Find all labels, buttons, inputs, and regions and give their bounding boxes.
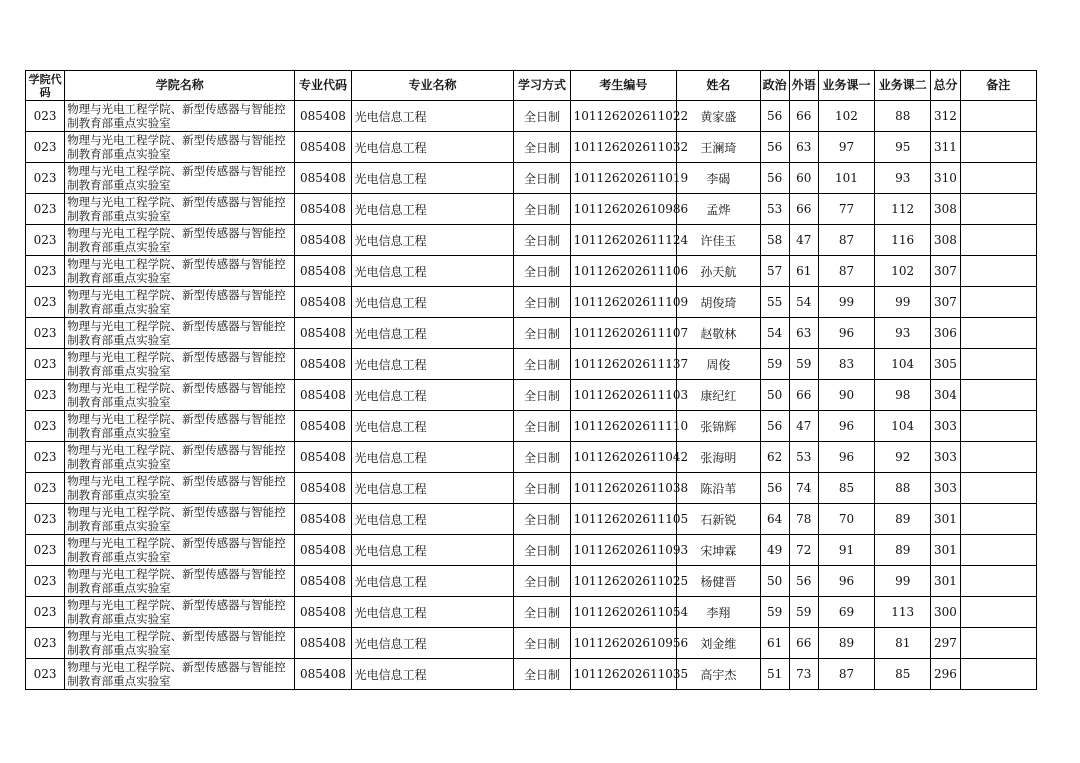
cell-study-mode: 全日制	[514, 411, 570, 442]
cell-exam-id: 101126202611124	[570, 225, 677, 256]
cell-exam-id: 101126202610986	[570, 194, 677, 225]
cell-course-one: 87	[818, 256, 874, 287]
cell-course-two: 99	[875, 287, 931, 318]
cell-course-two: 85	[875, 659, 931, 690]
cell-remarks	[960, 256, 1036, 287]
cell-remarks	[960, 473, 1036, 504]
cell-exam-id: 101126202611025	[570, 566, 677, 597]
cell-college-name: 物理与光电工程学院、新型传感器与智能控制教育部重点实验室	[65, 132, 295, 163]
cell-study-mode: 全日制	[514, 442, 570, 473]
cell-politics: 59	[760, 349, 789, 380]
cell-course-two: 102	[875, 256, 931, 287]
table-row	[26, 628, 1037, 659]
cell-foreign-language: 47	[789, 225, 818, 256]
cell-course-one: 70	[818, 504, 874, 535]
cell-course-two: 95	[875, 132, 931, 163]
cell-total: 310	[931, 163, 960, 194]
cell-exam-id: 101126202611107	[570, 318, 677, 349]
cell-exam-id: 101126202611137	[570, 349, 677, 380]
cell-major-name: 光电信息工程	[351, 535, 514, 566]
cell-politics: 62	[760, 442, 789, 473]
cell-foreign-language: 54	[789, 287, 818, 318]
table-body	[26, 101, 1037, 690]
cell-study-mode: 全日制	[514, 504, 570, 535]
cell-total: 303	[931, 411, 960, 442]
cell-total: 304	[931, 380, 960, 411]
cell-politics: 56	[760, 473, 789, 504]
cell-exam-id: 101126202611109	[570, 287, 677, 318]
cell-major-name: 光电信息工程	[351, 442, 514, 473]
cell-exam-id: 101126202611022	[570, 101, 677, 132]
cell-course-two: 88	[875, 101, 931, 132]
cell-remarks	[960, 535, 1036, 566]
cell-college-name: 物理与光电工程学院、新型传感器与智能控制教育部重点实验室	[65, 659, 295, 690]
cell-course-two: 113	[875, 597, 931, 628]
cell-course-one: 77	[818, 194, 874, 225]
cell-college-code: 023	[26, 194, 65, 225]
header-remarks: 备注	[960, 71, 1036, 101]
cell-college-name: 物理与光电工程学院、新型传感器与智能控制教育部重点实验室	[65, 101, 295, 132]
cell-name: 宋坤霖	[677, 535, 760, 566]
cell-politics: 50	[760, 566, 789, 597]
cell-college-name: 物理与光电工程学院、新型传感器与智能控制教育部重点实验室	[65, 194, 295, 225]
cell-foreign-language: 59	[789, 349, 818, 380]
header-major-code: 专业代码	[295, 71, 351, 101]
cell-total: 296	[931, 659, 960, 690]
cell-college-name: 物理与光电工程学院、新型传感器与智能控制教育部重点实验室	[65, 287, 295, 318]
cell-remarks	[960, 566, 1036, 597]
cell-exam-id: 101126202610956	[570, 628, 677, 659]
table-row	[26, 659, 1037, 690]
cell-name: 李碣	[677, 163, 760, 194]
cell-foreign-language: 74	[789, 473, 818, 504]
cell-major-code: 085408	[295, 535, 351, 566]
cell-college-name: 物理与光电工程学院、新型传感器与智能控制教育部重点实验室	[65, 504, 295, 535]
cell-major-name: 光电信息工程	[351, 380, 514, 411]
cell-politics: 50	[760, 380, 789, 411]
score-sheet	[25, 70, 1037, 690]
cell-study-mode: 全日制	[514, 597, 570, 628]
header-major-name: 专业名称	[351, 71, 514, 101]
cell-college-code: 023	[26, 411, 65, 442]
cell-remarks	[960, 101, 1036, 132]
cell-college-code: 023	[26, 566, 65, 597]
cell-college-name: 物理与光电工程学院、新型传感器与智能控制教育部重点实验室	[65, 566, 295, 597]
header-course-one: 业务课一	[818, 71, 874, 101]
cell-college-code: 023	[26, 349, 65, 380]
cell-name: 石新锐	[677, 504, 760, 535]
cell-politics: 59	[760, 597, 789, 628]
cell-remarks	[960, 628, 1036, 659]
cell-name: 孟烨	[677, 194, 760, 225]
cell-foreign-language: 53	[789, 442, 818, 473]
cell-major-code: 085408	[295, 628, 351, 659]
cell-college-code: 023	[26, 659, 65, 690]
cell-major-code: 085408	[295, 659, 351, 690]
cell-college-name: 物理与光电工程学院、新型传感器与智能控制教育部重点实验室	[65, 535, 295, 566]
cell-name: 康纪红	[677, 380, 760, 411]
cell-course-two: 81	[875, 628, 931, 659]
cell-major-code: 085408	[295, 132, 351, 163]
cell-exam-id: 101126202611042	[570, 442, 677, 473]
table-header	[26, 71, 1037, 101]
cell-college-code: 023	[26, 287, 65, 318]
cell-exam-id: 101126202611054	[570, 597, 677, 628]
cell-major-name: 光电信息工程	[351, 597, 514, 628]
cell-course-two: 89	[875, 535, 931, 566]
table-row	[26, 442, 1037, 473]
table-row	[26, 597, 1037, 628]
cell-major-name: 光电信息工程	[351, 101, 514, 132]
cell-remarks	[960, 442, 1036, 473]
table-row	[26, 225, 1037, 256]
cell-course-one: 91	[818, 535, 874, 566]
cell-college-name: 物理与光电工程学院、新型传感器与智能控制教育部重点实验室	[65, 380, 295, 411]
cell-politics: 64	[760, 504, 789, 535]
cell-major-code: 085408	[295, 194, 351, 225]
header-politics: 政治	[760, 71, 789, 101]
cell-total: 301	[931, 504, 960, 535]
cell-course-one: 83	[818, 349, 874, 380]
cell-foreign-language: 66	[789, 101, 818, 132]
cell-college-code: 023	[26, 101, 65, 132]
cell-politics: 56	[760, 163, 789, 194]
cell-politics: 56	[760, 101, 789, 132]
cell-major-code: 085408	[295, 256, 351, 287]
cell-major-code: 085408	[295, 411, 351, 442]
cell-politics: 53	[760, 194, 789, 225]
cell-major-name: 光电信息工程	[351, 163, 514, 194]
header-name: 姓名	[677, 71, 760, 101]
header-foreign-language: 外语	[789, 71, 818, 101]
cell-major-code: 085408	[295, 442, 351, 473]
cell-course-one: 85	[818, 473, 874, 504]
cell-foreign-language: 73	[789, 659, 818, 690]
table-row	[26, 535, 1037, 566]
cell-course-two: 93	[875, 318, 931, 349]
cell-foreign-language: 63	[789, 132, 818, 163]
cell-exam-id: 101126202611110	[570, 411, 677, 442]
cell-major-code: 085408	[295, 287, 351, 318]
cell-college-name: 物理与光电工程学院、新型传感器与智能控制教育部重点实验室	[65, 349, 295, 380]
cell-college-name: 物理与光电工程学院、新型传感器与智能控制教育部重点实验室	[65, 256, 295, 287]
cell-college-code: 023	[26, 597, 65, 628]
cell-major-code: 085408	[295, 163, 351, 194]
cell-college-code: 023	[26, 628, 65, 659]
cell-total: 307	[931, 287, 960, 318]
cell-study-mode: 全日制	[514, 380, 570, 411]
cell-total: 301	[931, 566, 960, 597]
cell-exam-id: 101126202611035	[570, 659, 677, 690]
cell-total: 307	[931, 256, 960, 287]
cell-major-code: 085408	[295, 225, 351, 256]
cell-exam-id: 101126202611106	[570, 256, 677, 287]
cell-study-mode: 全日制	[514, 349, 570, 380]
cell-major-name: 光电信息工程	[351, 318, 514, 349]
cell-name: 高宇杰	[677, 659, 760, 690]
cell-course-two: 99	[875, 566, 931, 597]
cell-course-two: 88	[875, 473, 931, 504]
cell-college-name: 物理与光电工程学院、新型传感器与智能控制教育部重点实验室	[65, 411, 295, 442]
cell-study-mode: 全日制	[514, 535, 570, 566]
cell-foreign-language: 60	[789, 163, 818, 194]
cell-course-two: 104	[875, 349, 931, 380]
cell-total: 303	[931, 442, 960, 473]
cell-name: 许佳玉	[677, 225, 760, 256]
cell-major-name: 光电信息工程	[351, 473, 514, 504]
cell-name: 张锦辉	[677, 411, 760, 442]
cell-major-code: 085408	[295, 566, 351, 597]
cell-study-mode: 全日制	[514, 225, 570, 256]
cell-politics: 55	[760, 287, 789, 318]
table-row	[26, 287, 1037, 318]
admission-score-table	[25, 70, 1037, 690]
cell-remarks	[960, 597, 1036, 628]
table-row	[26, 349, 1037, 380]
cell-study-mode: 全日制	[514, 256, 570, 287]
cell-exam-id: 101126202611019	[570, 163, 677, 194]
cell-total: 308	[931, 225, 960, 256]
cell-course-one: 87	[818, 225, 874, 256]
cell-politics: 56	[760, 411, 789, 442]
cell-course-one: 96	[818, 411, 874, 442]
table-row	[26, 163, 1037, 194]
cell-politics: 54	[760, 318, 789, 349]
cell-exam-id: 101126202611093	[570, 535, 677, 566]
cell-name: 陈沿苇	[677, 473, 760, 504]
cell-major-code: 085408	[295, 318, 351, 349]
cell-politics: 51	[760, 659, 789, 690]
cell-major-name: 光电信息工程	[351, 628, 514, 659]
cell-exam-id: 101126202611032	[570, 132, 677, 163]
cell-exam-id: 101126202611105	[570, 504, 677, 535]
cell-college-name: 物理与光电工程学院、新型传感器与智能控制教育部重点实验室	[65, 318, 295, 349]
cell-study-mode: 全日制	[514, 163, 570, 194]
cell-college-name: 物理与光电工程学院、新型传感器与智能控制教育部重点实验室	[65, 597, 295, 628]
cell-study-mode: 全日制	[514, 566, 570, 597]
cell-college-code: 023	[26, 380, 65, 411]
cell-course-two: 89	[875, 504, 931, 535]
cell-course-one: 99	[818, 287, 874, 318]
cell-course-one: 69	[818, 597, 874, 628]
cell-major-code: 085408	[295, 349, 351, 380]
cell-study-mode: 全日制	[514, 318, 570, 349]
cell-course-two: 112	[875, 194, 931, 225]
cell-remarks	[960, 411, 1036, 442]
table-row	[26, 256, 1037, 287]
cell-major-name: 光电信息工程	[351, 659, 514, 690]
table-row	[26, 473, 1037, 504]
cell-foreign-language: 66	[789, 380, 818, 411]
cell-total: 300	[931, 597, 960, 628]
cell-course-one: 101	[818, 163, 874, 194]
cell-remarks	[960, 318, 1036, 349]
cell-study-mode: 全日制	[514, 101, 570, 132]
cell-foreign-language: 66	[789, 628, 818, 659]
cell-name: 李翔	[677, 597, 760, 628]
cell-course-one: 90	[818, 380, 874, 411]
cell-major-name: 光电信息工程	[351, 194, 514, 225]
cell-college-code: 023	[26, 535, 65, 566]
cell-course-one: 96	[818, 442, 874, 473]
cell-remarks	[960, 659, 1036, 690]
cell-major-code: 085408	[295, 597, 351, 628]
cell-major-name: 光电信息工程	[351, 411, 514, 442]
header-course-two: 业务课二	[875, 71, 931, 101]
cell-study-mode: 全日制	[514, 194, 570, 225]
cell-remarks	[960, 225, 1036, 256]
cell-study-mode: 全日制	[514, 132, 570, 163]
cell-major-name: 光电信息工程	[351, 225, 514, 256]
cell-college-name: 物理与光电工程学院、新型传感器与智能控制教育部重点实验室	[65, 628, 295, 659]
cell-politics: 57	[760, 256, 789, 287]
cell-remarks	[960, 194, 1036, 225]
cell-major-name: 光电信息工程	[351, 132, 514, 163]
cell-politics: 58	[760, 225, 789, 256]
cell-major-name: 光电信息工程	[351, 504, 514, 535]
cell-college-code: 023	[26, 132, 65, 163]
cell-foreign-language: 72	[789, 535, 818, 566]
table-row	[26, 380, 1037, 411]
cell-course-two: 93	[875, 163, 931, 194]
header-college-code: 学院代码	[26, 71, 65, 101]
cell-exam-id: 101126202611103	[570, 380, 677, 411]
cell-college-code: 023	[26, 504, 65, 535]
cell-name: 刘金维	[677, 628, 760, 659]
cell-name: 杨健晋	[677, 566, 760, 597]
cell-name: 张海明	[677, 442, 760, 473]
cell-politics: 56	[760, 132, 789, 163]
cell-total: 308	[931, 194, 960, 225]
cell-name: 黄家盛	[677, 101, 760, 132]
cell-total: 312	[931, 101, 960, 132]
cell-course-one: 89	[818, 628, 874, 659]
cell-remarks	[960, 504, 1036, 535]
cell-college-name: 物理与光电工程学院、新型传感器与智能控制教育部重点实验室	[65, 225, 295, 256]
cell-major-code: 085408	[295, 504, 351, 535]
table-row	[26, 566, 1037, 597]
cell-foreign-language: 66	[789, 194, 818, 225]
cell-foreign-language: 78	[789, 504, 818, 535]
cell-remarks	[960, 349, 1036, 380]
header-study-mode: 学习方式	[514, 71, 570, 101]
cell-study-mode: 全日制	[514, 628, 570, 659]
header-exam-id: 考生编号	[570, 71, 677, 101]
cell-study-mode: 全日制	[514, 287, 570, 318]
cell-college-name: 物理与光电工程学院、新型传感器与智能控制教育部重点实验室	[65, 442, 295, 473]
cell-remarks	[960, 163, 1036, 194]
cell-course-two: 92	[875, 442, 931, 473]
cell-college-name: 物理与光电工程学院、新型传感器与智能控制教育部重点实验室	[65, 473, 295, 504]
cell-college-code: 023	[26, 442, 65, 473]
cell-college-code: 023	[26, 256, 65, 287]
cell-total: 306	[931, 318, 960, 349]
cell-name: 赵敬林	[677, 318, 760, 349]
table-row	[26, 101, 1037, 132]
cell-name: 胡俊琦	[677, 287, 760, 318]
table-row	[26, 504, 1037, 535]
cell-name: 王澜琦	[677, 132, 760, 163]
cell-name: 周俊	[677, 349, 760, 380]
cell-name: 孙天航	[677, 256, 760, 287]
cell-college-code: 023	[26, 473, 65, 504]
cell-major-code: 085408	[295, 380, 351, 411]
cell-course-two: 98	[875, 380, 931, 411]
cell-course-one: 96	[818, 318, 874, 349]
cell-politics: 49	[760, 535, 789, 566]
cell-exam-id: 101126202611038	[570, 473, 677, 504]
cell-course-two: 104	[875, 411, 931, 442]
cell-remarks	[960, 380, 1036, 411]
table-row	[26, 132, 1037, 163]
cell-remarks	[960, 287, 1036, 318]
table-row	[26, 411, 1037, 442]
cell-foreign-language: 56	[789, 566, 818, 597]
cell-college-code: 023	[26, 225, 65, 256]
table-row	[26, 318, 1037, 349]
cell-major-name: 光电信息工程	[351, 566, 514, 597]
header-college-name: 学院名称	[65, 71, 295, 101]
cell-total: 311	[931, 132, 960, 163]
cell-foreign-language: 47	[789, 411, 818, 442]
table-row	[26, 194, 1037, 225]
cell-foreign-language: 63	[789, 318, 818, 349]
cell-course-one: 97	[818, 132, 874, 163]
cell-total: 305	[931, 349, 960, 380]
cell-foreign-language: 59	[789, 597, 818, 628]
header-total: 总分	[931, 71, 960, 101]
cell-course-one: 102	[818, 101, 874, 132]
cell-college-code: 023	[26, 318, 65, 349]
cell-study-mode: 全日制	[514, 659, 570, 690]
cell-college-name: 物理与光电工程学院、新型传感器与智能控制教育部重点实验室	[65, 163, 295, 194]
cell-major-code: 085408	[295, 473, 351, 504]
header-row	[26, 71, 1037, 101]
cell-total: 303	[931, 473, 960, 504]
cell-foreign-language: 61	[789, 256, 818, 287]
cell-total: 301	[931, 535, 960, 566]
cell-major-name: 光电信息工程	[351, 256, 514, 287]
cell-politics: 61	[760, 628, 789, 659]
cell-course-one: 87	[818, 659, 874, 690]
cell-major-name: 光电信息工程	[351, 349, 514, 380]
cell-college-code: 023	[26, 163, 65, 194]
cell-total: 297	[931, 628, 960, 659]
cell-course-two: 116	[875, 225, 931, 256]
cell-major-code: 085408	[295, 101, 351, 132]
cell-major-name: 光电信息工程	[351, 287, 514, 318]
cell-course-one: 96	[818, 566, 874, 597]
cell-remarks	[960, 132, 1036, 163]
cell-study-mode: 全日制	[514, 473, 570, 504]
